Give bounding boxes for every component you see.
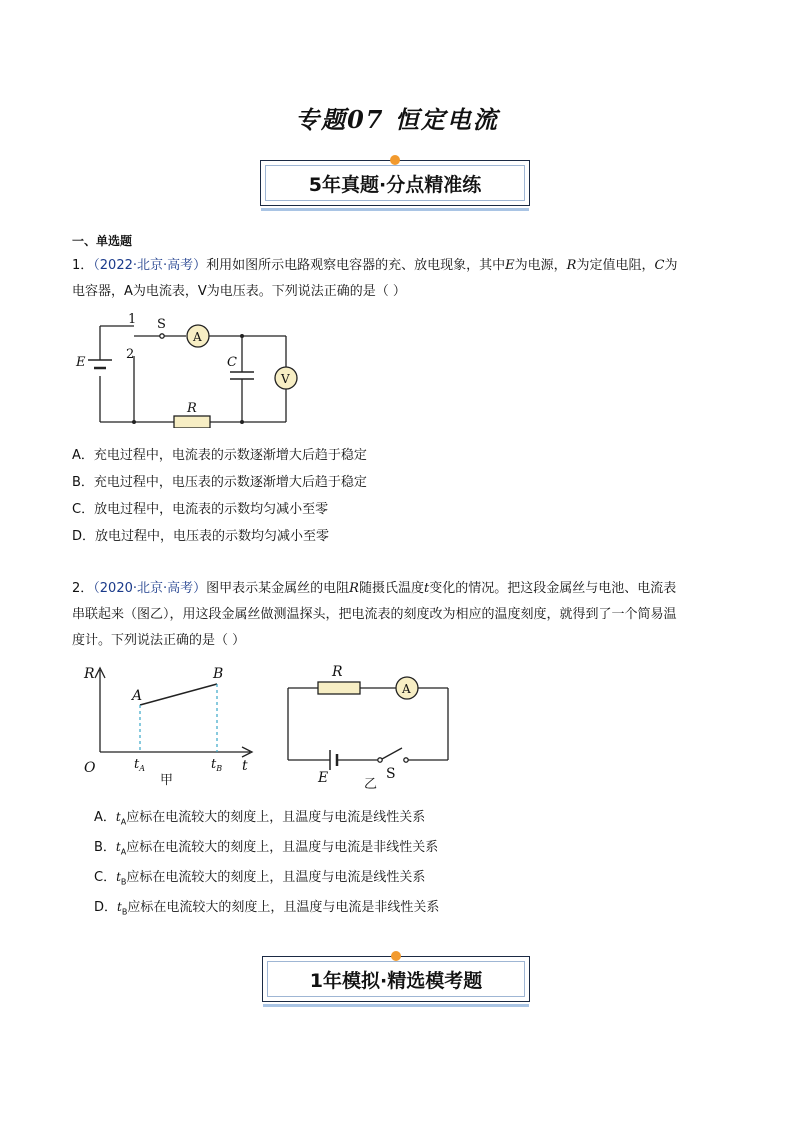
question-source: （2020·北京·高考）: [93, 581, 207, 596]
section-banner-mock-exams: [262, 956, 530, 1002]
option-a: A．充电过程中，电流表的示数逐渐增大后趋于稳定: [72, 448, 367, 463]
thermometer-circuit-diagram: [280, 660, 470, 790]
point-a-label: A: [132, 688, 143, 704]
question-2-line-3: 度计。下列说法正确的是（ ）: [72, 633, 246, 648]
tick-label-ta: $t_A$: [134, 757, 146, 773]
question-1-line-2: 电容器，A为电流表，V为电压表。下列说法正确的是（ ）: [72, 284, 406, 299]
metal-wire-resistor: [318, 682, 360, 694]
option-c: C．$t_B$应标在电流较大的刻度上，且温度与电流是线性关系: [94, 870, 426, 887]
terminal-2-label: 2: [126, 347, 135, 362]
figure-caption-jia: 甲: [160, 773, 174, 788]
question-2: [72, 576, 732, 654]
resistor-symbol: [174, 416, 210, 428]
terminal-1-label: 1: [128, 312, 137, 327]
option-a: A．$t_A$应标在电流较大的刻度上，且温度与电流是线性关系: [94, 810, 426, 827]
section-banner-real-exams: [260, 160, 530, 206]
junction-dot: [240, 420, 244, 424]
source-label: E: [318, 770, 329, 786]
switch-pivot: [160, 334, 164, 338]
capacitor-label: C: [227, 355, 237, 370]
figure-caption-yi: 乙: [364, 777, 378, 790]
capacitor-circuit-diagram: [70, 308, 310, 428]
banner-underline: [263, 1004, 529, 1007]
banner-label: 1年模拟·精选模考题: [267, 961, 525, 997]
switch-label: S: [386, 766, 396, 782]
resistance-temperature-graph: [82, 660, 262, 790]
option-b: B．充电过程中，电压表的示数逐渐增大后趋于稳定: [72, 475, 367, 490]
option-b: B．$t_A$应标在电流较大的刻度上，且温度与电流是非线性关系: [94, 840, 439, 857]
option-c: C．放电过程中，电流表的示数均匀减小至零: [72, 502, 329, 517]
origin-label: O: [84, 760, 96, 776]
voltmeter-label: V: [281, 372, 290, 386]
switch-arm: [382, 748, 402, 759]
page-title: 专题07 恒定电流: [295, 105, 499, 134]
ammeter-label: A: [402, 682, 411, 696]
point-b-label: B: [213, 666, 224, 682]
banner-underline: [261, 208, 529, 211]
option-d: D．$t_B$应标在电流较大的刻度上，且温度与电流是非线性关系: [94, 900, 440, 917]
question-number: 1．: [72, 258, 94, 273]
switch-contact: [404, 758, 408, 762]
junction-dot: [240, 334, 244, 338]
banner-label: 5年真题·分点精准练: [265, 165, 525, 201]
resistance-line: [140, 684, 217, 705]
question-number: 2．: [72, 581, 94, 596]
source-label: E: [76, 355, 86, 370]
switch-label: S: [157, 317, 166, 332]
banner-dot: [391, 951, 401, 961]
junction-dot: [132, 420, 136, 424]
question-1: [72, 253, 732, 305]
tick-label-tb: $t_B$: [211, 757, 223, 773]
ammeter-label: A: [193, 330, 202, 344]
axis-label-r: R: [84, 666, 95, 682]
question-2-line-2: 串联起来（图乙），用这段金属丝做测温探头，把电流表的刻度改为相应的温度刻度，就得到了一个简易温: [72, 607, 677, 622]
resistor-label: R: [187, 401, 197, 416]
banner-dot: [390, 155, 400, 165]
question-2-line-1: 2．（2020·北京·高考）图甲表示某金属丝的电阻R随摄氏温度t变化的情况。把这段金属丝与电池、电流表: [72, 581, 677, 596]
option-d: D．放电过程中，电压表的示数均匀减小至零: [72, 529, 330, 544]
section-heading: 一、单选题: [72, 234, 133, 248]
resistor-label: R: [332, 664, 343, 680]
question-1-line-1: 1．（2022·北京·高考）利用如图所示电路观察电容器的充、放电现象，其中E为电源，R为定值电阻，C为: [72, 258, 678, 273]
question-source: （2022·北京·高考）: [93, 258, 207, 273]
axis-label-t: t: [242, 758, 248, 774]
switch-pivot: [378, 758, 382, 762]
